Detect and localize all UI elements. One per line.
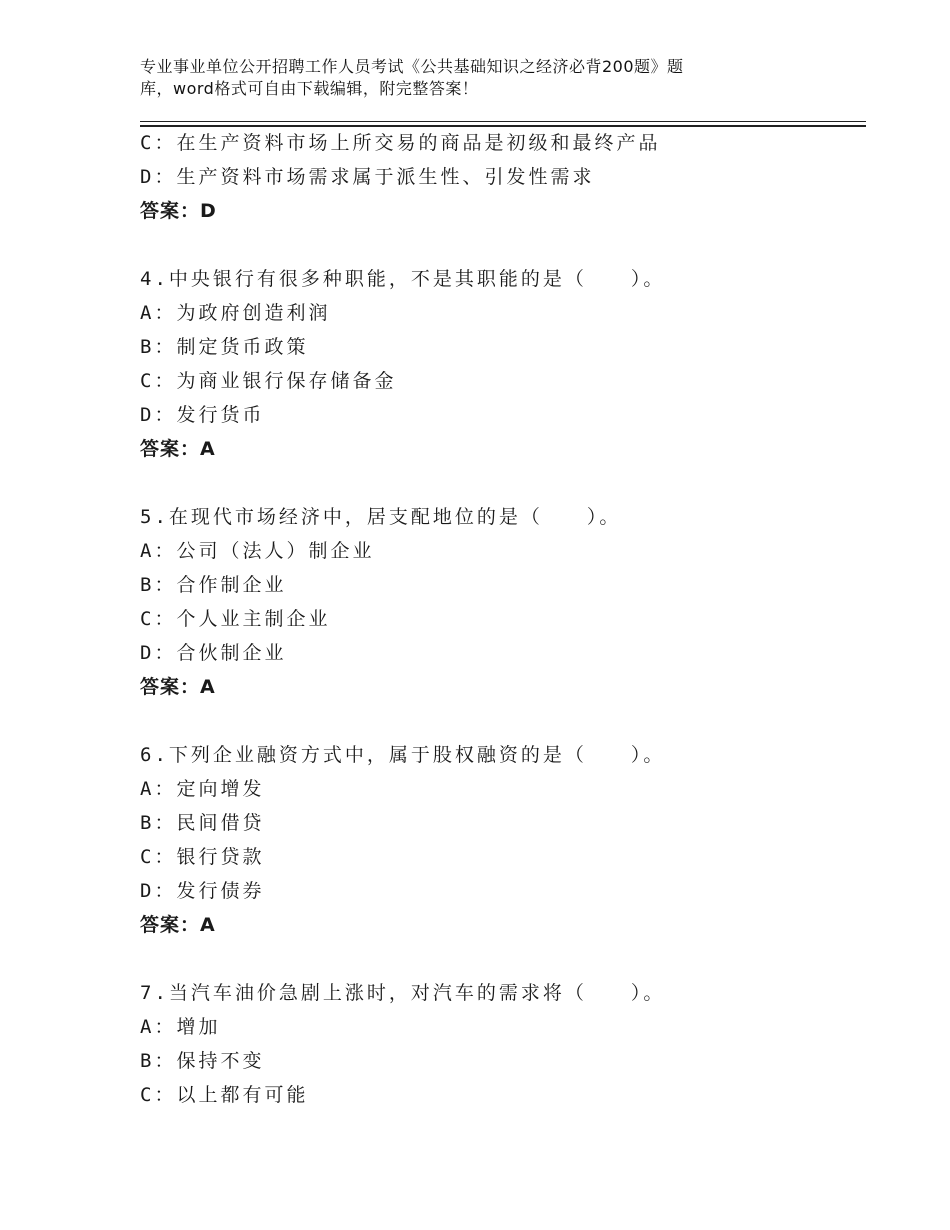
option-b: B：合作制企业 (140, 574, 287, 596)
answer-line: 答案：A (140, 438, 216, 460)
question-block-6 (140, 738, 866, 942)
option-d: D：合伙制企业 (140, 642, 287, 664)
question-block-partial (140, 126, 866, 228)
spacer (140, 228, 866, 262)
option-a: A：公司（法人）制企业 (140, 540, 375, 562)
answer-line: 答案：A (140, 676, 216, 698)
option-b: B：保持不变 (140, 1050, 265, 1072)
option-c: C：以上都有可能 (140, 1084, 309, 1106)
option-c: C：个人业主制企业 (140, 608, 331, 630)
option-a: A：为政府创造利润 (140, 302, 331, 324)
option-a: A：定向增发 (140, 778, 265, 800)
header-line-1: 专业事业单位公开招聘工作人员考试《公共基础知识之经济必背200题》题 (140, 57, 684, 76)
answer-line: 答案：D (140, 200, 217, 222)
answer-line: 答案：A (140, 914, 216, 936)
spacer (140, 942, 866, 976)
option-b: B：民间借贷 (140, 812, 265, 834)
spacer (140, 466, 866, 500)
question-stem: 4.中央银行有很多种职能，不是其职能的是（ ）。 (140, 268, 666, 290)
option-a: A：增加 (140, 1016, 221, 1038)
option-b: B：制定货币政策 (140, 336, 309, 358)
question-block-4 (140, 262, 866, 466)
option-d: D：发行债券 (140, 880, 265, 902)
spacer (140, 704, 866, 738)
option-d: D：生产资料市场需求属于派生性、引发性需求 (140, 166, 595, 188)
header-divider-thin (140, 121, 866, 122)
document-header (140, 56, 780, 100)
option-d: D：发行货币 (140, 404, 265, 426)
question-block-7 (140, 976, 866, 1112)
option-c: C：银行贷款 (140, 846, 265, 868)
question-stem: 5.在现代市场经济中，居支配地位的是（ ）。 (140, 506, 622, 528)
option-c: C：为商业银行保存储备金 (140, 370, 397, 392)
header-line-2: 库，word格式可自由下载编辑，附完整答案！ (140, 79, 479, 98)
question-block-5 (140, 500, 866, 704)
document-body (140, 126, 866, 1112)
option-c: C：在生产资料市场上所交易的商品是初级和最终产品 (140, 132, 661, 154)
question-stem: 7.当汽车油价急剧上涨时，对汽车的需求将（ ）。 (140, 982, 666, 1004)
question-stem: 6.下列企业融资方式中，属于股权融资的是（ ）。 (140, 744, 666, 766)
